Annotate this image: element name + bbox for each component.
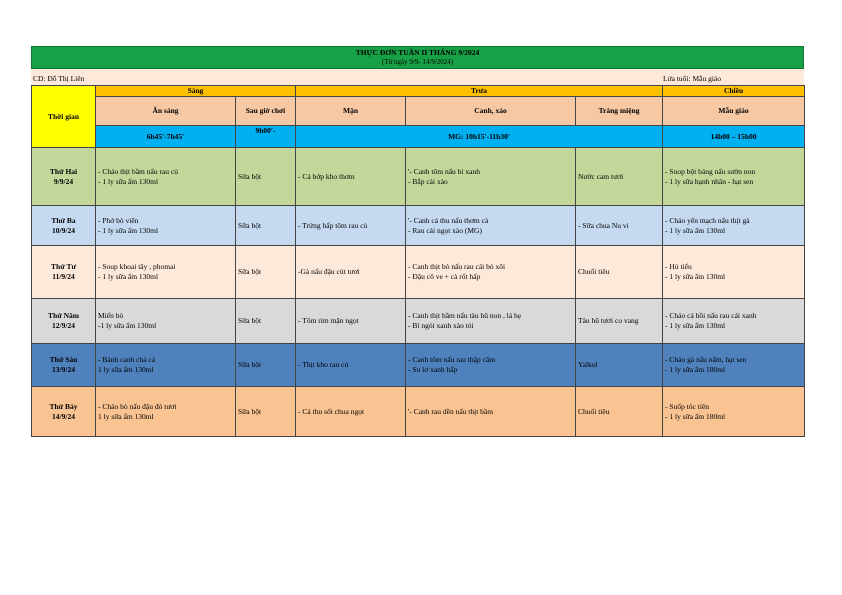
savory-cell (296, 387, 406, 437)
dessert-cell (576, 148, 663, 206)
soup-cell-line: - Canh thịt bò nấu rau cải bó xôi (408, 262, 506, 271)
dessert-cell (576, 206, 663, 246)
breakfast-cell (96, 344, 236, 387)
afternoon-cell-line: - 1 ly sữa ấm 130ml (665, 272, 726, 281)
savory-cell-line: - Thịt kho rau củ (298, 360, 349, 369)
afternoon-cell (663, 344, 805, 387)
menu-row (32, 206, 805, 246)
soup-cell (406, 148, 576, 206)
after-play-cell (236, 148, 296, 206)
breakfast-cell-line: - Cháo thịt bầm nấu rau củ (98, 166, 178, 176)
afternoon-cell (663, 387, 805, 437)
afternoon-cell (663, 246, 805, 299)
day-cell (32, 387, 96, 437)
morning-header: Sáng (96, 86, 296, 97)
soup-cell-line: - Canh thịt bầm nấu tàu hũ non , lá hẹ (408, 311, 522, 320)
savory-cell-line: - Tôm rim mặn ngọt (298, 316, 359, 325)
after-play-cell-line: Sữa bột (238, 220, 262, 230)
teacher-label: CD: Đỗ Thị Liên (33, 74, 85, 83)
dessert-cell-line: Yalkul (578, 360, 598, 369)
breakfast-cell-line: -1 ly sữa ấm 130ml (98, 321, 157, 330)
day-cell-line: 12/9/24 (52, 321, 75, 330)
dessert-cell-line: Tàu hũ tươi co vang (578, 316, 639, 325)
soup-cell-line: - Su lơ xanh hấp (408, 365, 458, 374)
soup-cell (406, 344, 576, 387)
breakfast-cell-line: - 1 ly sữa ấm 130ml (98, 176, 159, 186)
breakfast-header: Ăn sáng (96, 97, 236, 126)
soup-cell-line: '- Canh tôm nấu bí xanh (408, 166, 480, 176)
menu-row (32, 387, 805, 437)
day-cell (32, 206, 96, 246)
after-play-cell-line: Sữa bột (238, 316, 262, 325)
savory-cell-line: - Cá thu sốt chua ngọt (298, 406, 365, 416)
day-cell-line: Thứ Tư (51, 262, 76, 271)
kindergarten-header: Mẫu giáo (663, 97, 805, 126)
dessert-cell-line: - Sữa chua Nu vi (578, 220, 629, 230)
day-cell-line: Thứ Năm (48, 311, 79, 320)
afternoon-cell-line: - 1 ly sữa ấm 180ml (665, 365, 726, 374)
breakfast-cell-line: 1 ly sữa ấm 130ml (98, 411, 154, 421)
afternoon-header: Chiều (663, 86, 805, 97)
breakfast-cell (96, 387, 236, 437)
after-play-cell-line: Sữa bột (238, 267, 262, 276)
day-cell-line: Thứ Ba (51, 215, 76, 225)
after-play-cell (236, 246, 296, 299)
afternoon-cell-line: - Suốp tóc tiên (665, 401, 709, 411)
menu-table (31, 85, 805, 437)
breakfast-cell-line: - Soup khoai tây , phomai (98, 262, 176, 271)
day-cell-line: 9/9/24 (53, 176, 74, 186)
afternoon-cell-line: - 1 ly sữa ấm 180ml (665, 411, 726, 421)
menu-row (32, 344, 805, 387)
breakfast-cell-line: - 1 ly sữa ấm 130ml (98, 225, 159, 235)
afternoon-cell (663, 148, 805, 206)
afternoon-cell (663, 206, 805, 246)
after-play-time: 9h00'- (236, 126, 296, 148)
afternoon-cell-line: - Cháo cá hồi nấu rau cải xanh (665, 311, 757, 320)
noon-time: MG: 10h15'-11h30' (296, 126, 663, 148)
soup-cell-line: '- Canh cá thu nấu thơm cà (408, 215, 489, 225)
savory-header: Mặn (296, 97, 406, 126)
savory-cell (296, 299, 406, 344)
after-play-header: Sau giờ chơi (236, 97, 296, 126)
soup-cell-line: - Canh tôm nấu rau thập cẩm (408, 355, 496, 364)
breakfast-cell-line: - Phở bò viên (98, 215, 139, 225)
day-cell-line: 13/9/24 (52, 365, 75, 374)
day-cell-line: 14/9/24 (52, 411, 75, 421)
soup-cell (406, 206, 576, 246)
after-play-cell (236, 344, 296, 387)
savory-cell-line: - Trứng hấp tôm rau củ (298, 220, 368, 230)
after-play-cell (236, 299, 296, 344)
savory-cell-line: - Cá bớp kho thơm (298, 171, 355, 181)
dessert-cell (576, 344, 663, 387)
breakfast-cell-line: - Bánh canh chả cá (98, 355, 156, 364)
day-cell-line: 10/9/24 (52, 225, 75, 235)
afternoon-cell-line: - Suop bột báng nấu sườn non (665, 166, 756, 176)
soup-header: Canh, xào (406, 97, 576, 126)
dessert-cell-line: Chuối tiêu (578, 406, 610, 416)
afternoon-cell-line: - 1 ly sữa ấm 130ml (665, 225, 726, 235)
soup-cell-line: - Đậu cô ve + cà rốt hấp (408, 272, 481, 281)
after-play-cell-line: Sữa bột (238, 360, 262, 369)
day-cell-line: Thứ Sáu (49, 355, 78, 364)
soup-cell-line: '- Canh rau dền nấu thịt bầm (408, 406, 494, 416)
soup-cell (406, 387, 576, 437)
day-cell-line: Thứ Hai (49, 166, 78, 176)
after-play-cell-line: Sữa bột (238, 171, 262, 181)
dessert-cell (576, 387, 663, 437)
after-play-cell (236, 387, 296, 437)
menu-title: THỰC ĐƠN TUẦN II THÁNG 9/2024 (355, 48, 480, 57)
savory-cell (296, 148, 406, 206)
age-group-label: Lứa tuổi: Mẫu giáo (663, 74, 722, 83)
breakfast-cell-line: - 1 ly sữa ấm 130ml (98, 272, 159, 281)
breakfast-cell (96, 246, 236, 299)
afternoon-cell-line: - Cháo gà nấu nấm, hạt sen (665, 355, 747, 364)
day-cell-line: 11/9/24 (52, 272, 75, 281)
breakfast-cell-line: Miến bò (98, 311, 124, 320)
soup-cell-line: - Bắp cải xào (408, 176, 448, 186)
weekly-menu (31, 46, 804, 437)
soup-cell (406, 246, 576, 299)
dessert-cell-line: Chuối tiêu (578, 267, 610, 276)
afternoon-cell-line: - Hủ tiếu (665, 262, 692, 271)
menu-body (32, 148, 805, 437)
soup-cell-line: - Rau cải ngọt xào (MG) (408, 225, 482, 235)
day-cell (32, 148, 96, 206)
breakfast-cell-line: - Cháo bò nấu đậu đỏ tươi (98, 401, 177, 411)
breakfast-cell (96, 206, 236, 246)
breakfast-time: 6h45'-7h45' (96, 126, 236, 148)
after-play-cell-line: Sữa bột (238, 406, 262, 416)
dessert-header: Tráng miệng (576, 97, 663, 126)
menu-row (32, 148, 805, 206)
soup-cell-line: - Bí ngòi xanh xào tỏi (408, 321, 474, 330)
menu-subtitle: (Từ ngày 9/9- 14/9/2024) (381, 58, 454, 66)
day-cell (32, 246, 96, 299)
time-header: Thời gian (32, 86, 96, 148)
afternoon-cell (663, 299, 805, 344)
day-cell-line: Thứ Bảy (49, 401, 78, 411)
title-bar (31, 46, 804, 69)
afternoon-time: 14h00 – 15h00 (663, 126, 805, 148)
afternoon-cell-line: - 1 ly sữa hạnh nhân - hạt sen (665, 176, 754, 186)
savory-cell (296, 206, 406, 246)
afternoon-cell-line: - Cháo yến mạch nấu thịt gà (665, 215, 750, 225)
afternoon-cell-line: - 1 ly sữa ấm 130ml (665, 321, 726, 330)
dessert-cell (576, 299, 663, 344)
soup-cell (406, 299, 576, 344)
menu-row (32, 299, 805, 344)
day-cell (32, 344, 96, 387)
breakfast-cell-line: 1 ly sữa ấm 130ml (98, 365, 154, 374)
savory-cell (296, 344, 406, 387)
breakfast-cell (96, 148, 236, 206)
after-play-cell (236, 206, 296, 246)
noon-header: Trưa (296, 86, 663, 97)
info-row (31, 69, 804, 85)
dessert-cell (576, 246, 663, 299)
menu-row (32, 246, 805, 299)
day-cell (32, 299, 96, 344)
dessert-cell-line: Nước cam tươi (578, 171, 624, 181)
breakfast-cell (96, 299, 236, 344)
savory-cell-line: -Gà nấu đậu cút tươi (298, 267, 360, 276)
savory-cell (296, 246, 406, 299)
